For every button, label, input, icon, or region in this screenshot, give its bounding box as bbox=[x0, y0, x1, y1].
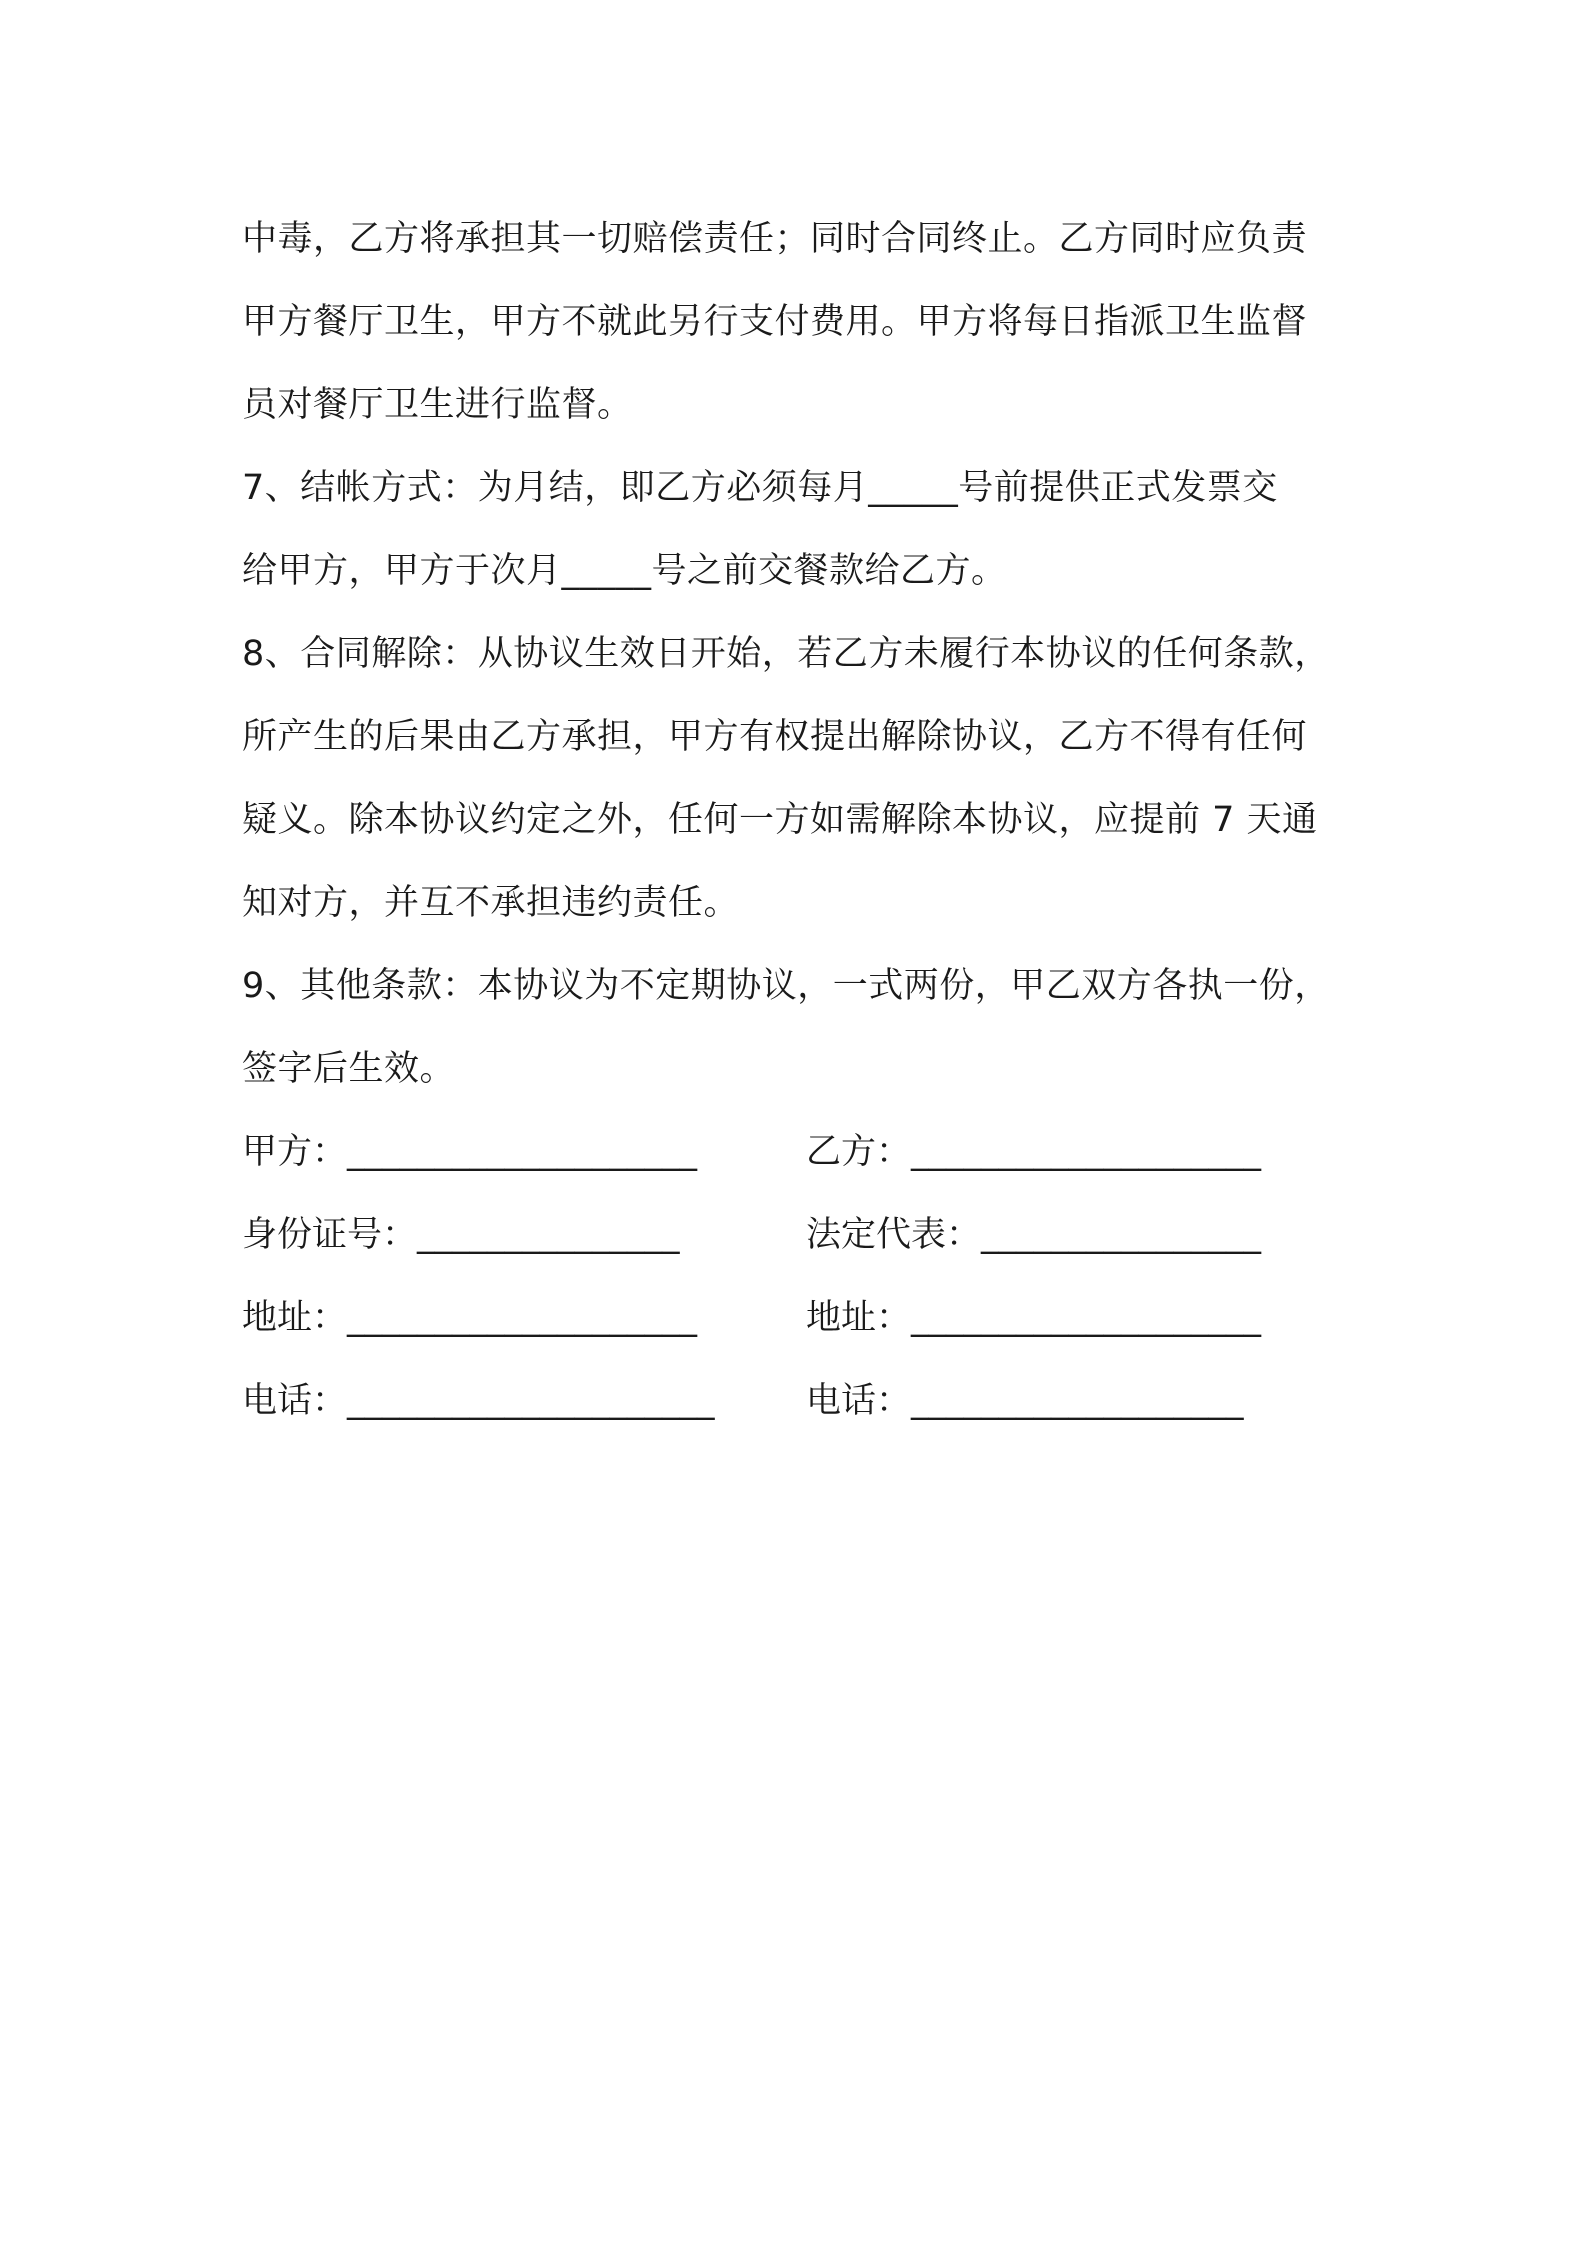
clause-8-line-1: 8、合同解除：从协议生效日开始，若乙方未履行本协议的任何条款， bbox=[242, 634, 1330, 674]
signature-row-party bbox=[242, 1111, 1382, 1194]
clause-8-line-4: 知对方，并互不承担违约责任。 bbox=[242, 883, 740, 923]
clause-8-line-2: 所产生的后果由乙方承担，甲方有权提出解除协议，乙方不得有任何 bbox=[242, 717, 1308, 757]
party-a-address-field: 地址：____________________ bbox=[242, 1298, 698, 1338]
party-a-phone-field: 电话：_____________________ bbox=[242, 1381, 715, 1421]
clause-7-line-2: 给甲方，甲方于次月_____号之前交餐款给乙方。 bbox=[242, 551, 1007, 591]
party-b-field: 乙方：____________________ bbox=[806, 1132, 1262, 1172]
paragraph-6-line-3: 员对餐厅卫生进行监督。 bbox=[242, 385, 633, 425]
legal-representative-field: 法定代表：________________ bbox=[806, 1215, 1262, 1255]
signature-row-address bbox=[242, 1277, 1382, 1360]
id-number-field: 身份证号：_______________ bbox=[242, 1215, 680, 1255]
clause-9-line-2: 签字后生效。 bbox=[242, 1049, 456, 1089]
party-b-phone-field: 电话：___________________ bbox=[806, 1381, 1244, 1421]
clause-8-line-3: 疑义。除本协议约定之外，任何一方如需解除本协议，应提前 7 天通 bbox=[242, 800, 1318, 840]
signature-row-id bbox=[242, 1194, 1382, 1277]
party-b-address-field: 地址：____________________ bbox=[806, 1298, 1262, 1338]
party-a-field: 甲方：____________________ bbox=[242, 1132, 698, 1172]
clause-7-line-1: 7、结帐方式：为月结，即乙方必须每月_____号前提供正式发票交 bbox=[242, 468, 1278, 508]
paragraph-6-line-1: 中毒，乙方将承担其一切赔偿责任；同时合同终止。乙方同时应负责 bbox=[242, 219, 1308, 259]
paragraph-6-line-2: 甲方餐厅卫生，甲方不就此另行支付费用。甲方将每日指派卫生监督 bbox=[242, 302, 1308, 342]
signature-row-phone bbox=[242, 1360, 1382, 1443]
document-body bbox=[242, 198, 1382, 1443]
clause-9-line-1: 9、其他条款：本协议为不定期协议，一式两份，甲乙双方各执一份， bbox=[242, 966, 1330, 1006]
